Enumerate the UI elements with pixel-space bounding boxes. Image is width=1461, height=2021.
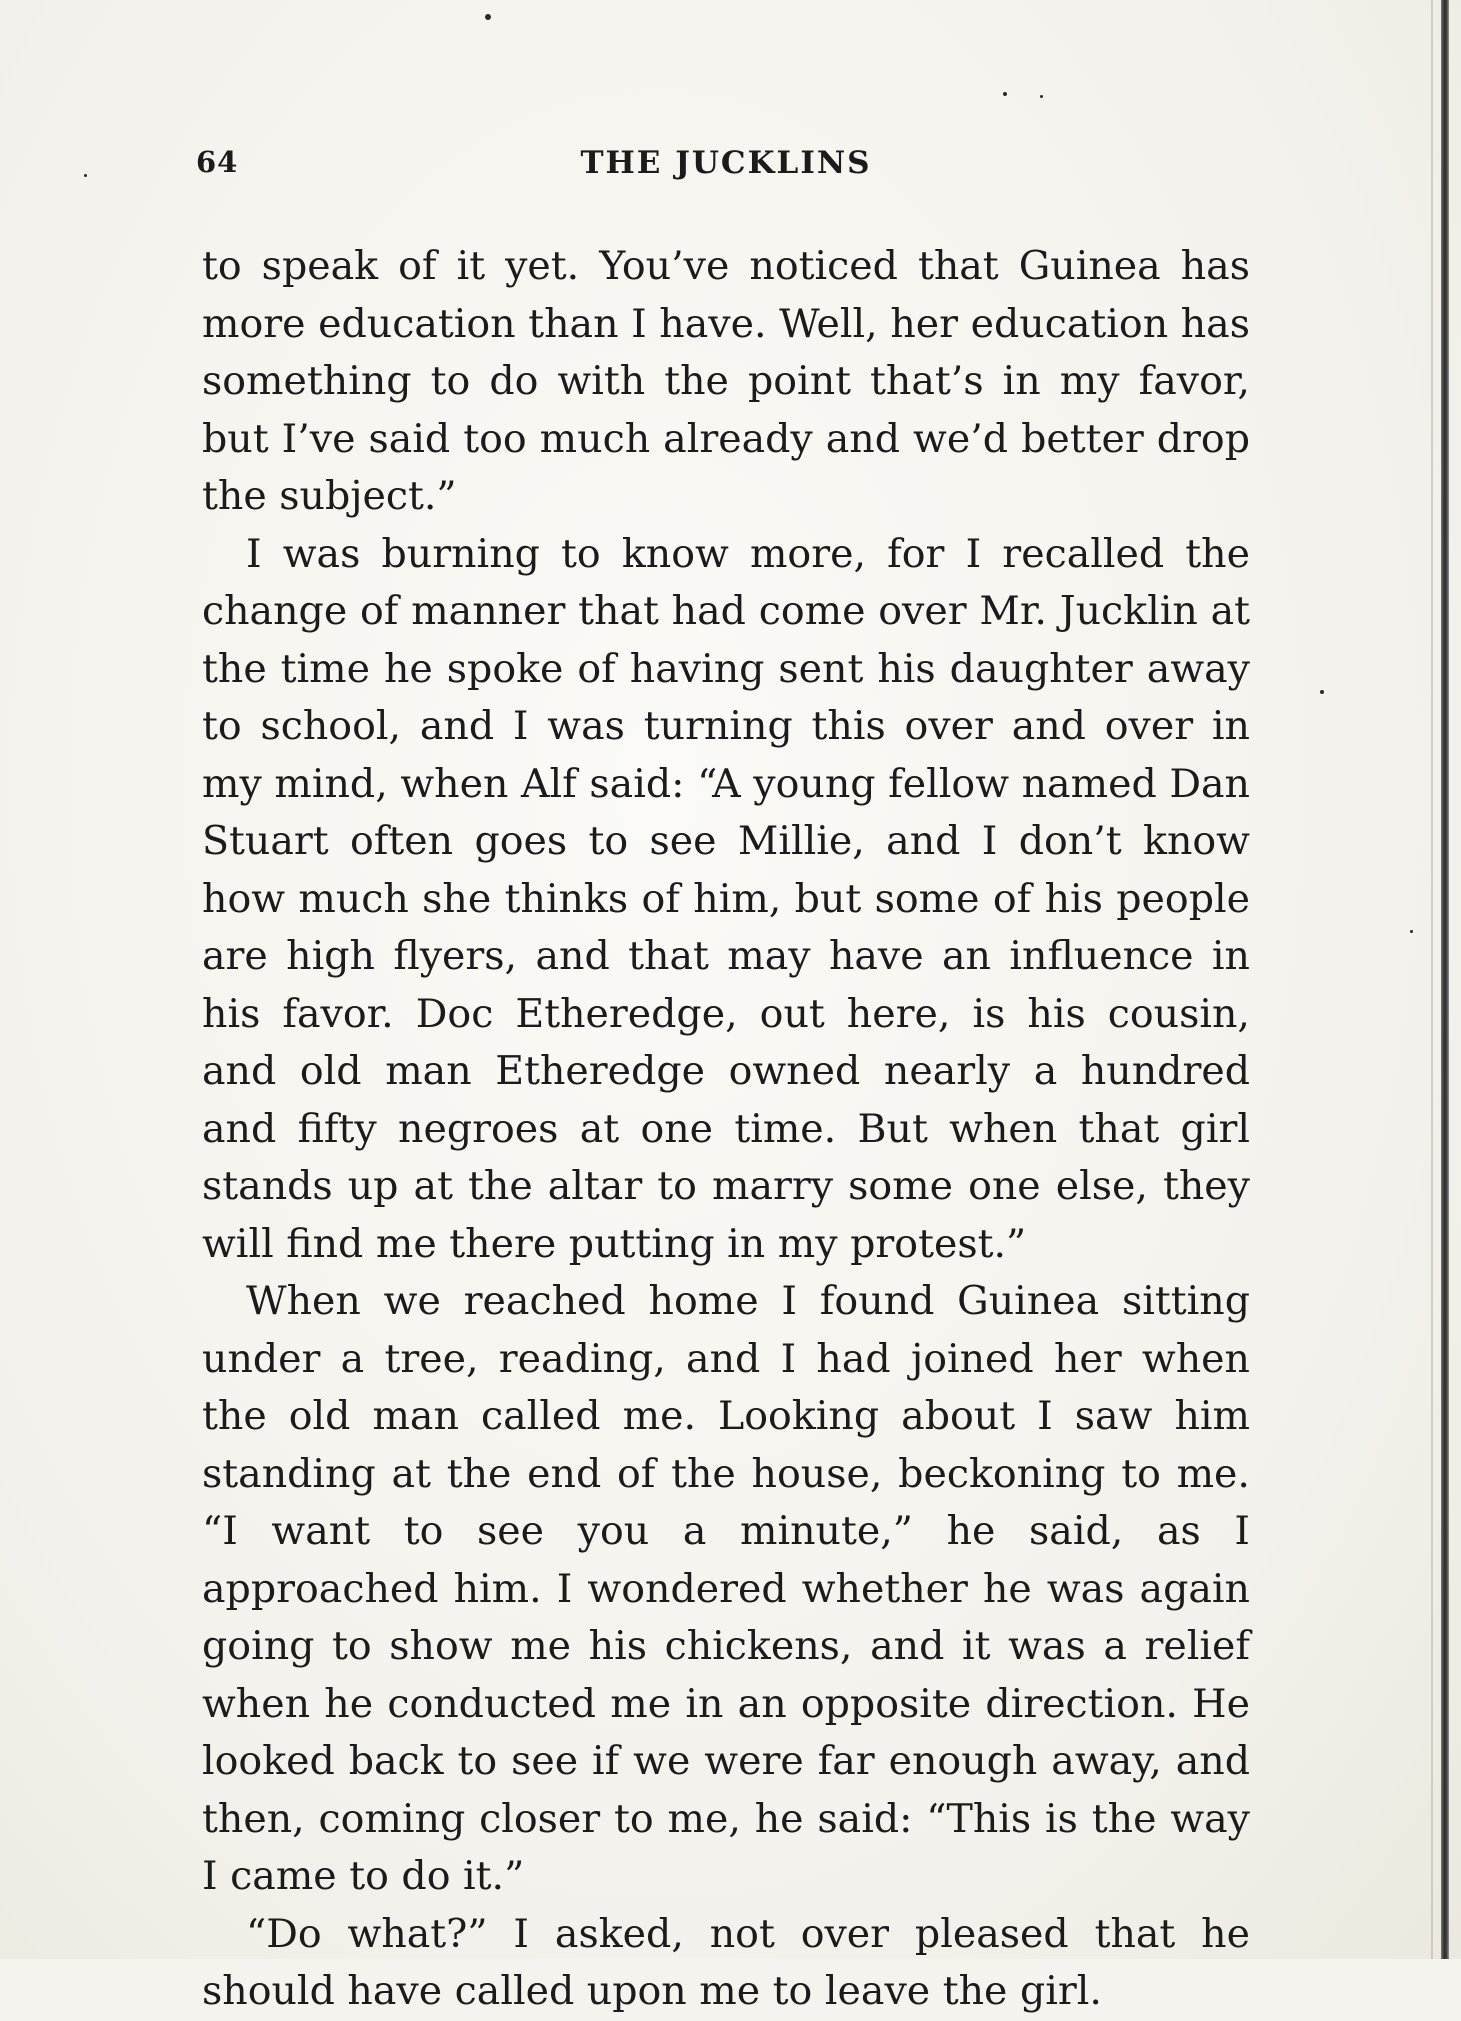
paragraph-continued: to speak of it yet. You’ve noticed that Guinea has more education than I have. Well, her education has something to do with the point that’s in my favor, but I’ve said too much already and we’d better drop the subject.”	[202, 243, 1250, 519]
ink-speck	[1003, 92, 1007, 96]
paragraph: I was burning to know more, for I recalled the change of manner that had come over Mr. Jucklin at the time he spoke of having sent his daughter away to school, and I was turning this over and over in my mind, when Alf said: “A young fellow named Dan Stuart often goes to see Millie, and I don’t know how much she thinks of him, but some of his people are high flyers, and that may have an influence in his favor. Doc Etheredge, out here, is his cousin, and old man Etheredge owned nearly a hundred and fifty negroes at one time. But when that girl stands up at the altar to marry some one else, they will find me there putting in my protest.”	[202, 530, 1250, 1267]
page-edge-binding	[1441, 0, 1449, 1959]
page-number: 64	[196, 145, 239, 179]
paragraph: “Do what?” I asked, not over pleased that he should have called upon me to leave the girl.	[202, 1910, 1250, 2014]
body-text	[202, 238, 1250, 2021]
ink-speck	[1410, 930, 1413, 933]
running-title: THE JUCKLINS	[580, 145, 872, 181]
ink-speck	[1320, 690, 1324, 694]
page-header	[196, 145, 1256, 189]
paragraph: When we reached home I found Guinea sitting under a tree, reading, and I had joined her when the old man called me. Looking about I saw him standing at the end of the house, beckoning to me. “I want to see you a minute,” he said, as I approached him. I wondered whether he was again going to show me his chickens, and it was a relief when he conducted me in an opposite direction. He looked back to see if we were far enough away, and then, coming closer to me, he said: “This is the way I came to do it.”	[202, 1278, 1250, 1899]
ink-speck	[84, 174, 87, 177]
page-edge-shadow	[1431, 0, 1433, 1959]
ink-speck	[485, 14, 491, 20]
ink-speck	[1040, 95, 1043, 98]
